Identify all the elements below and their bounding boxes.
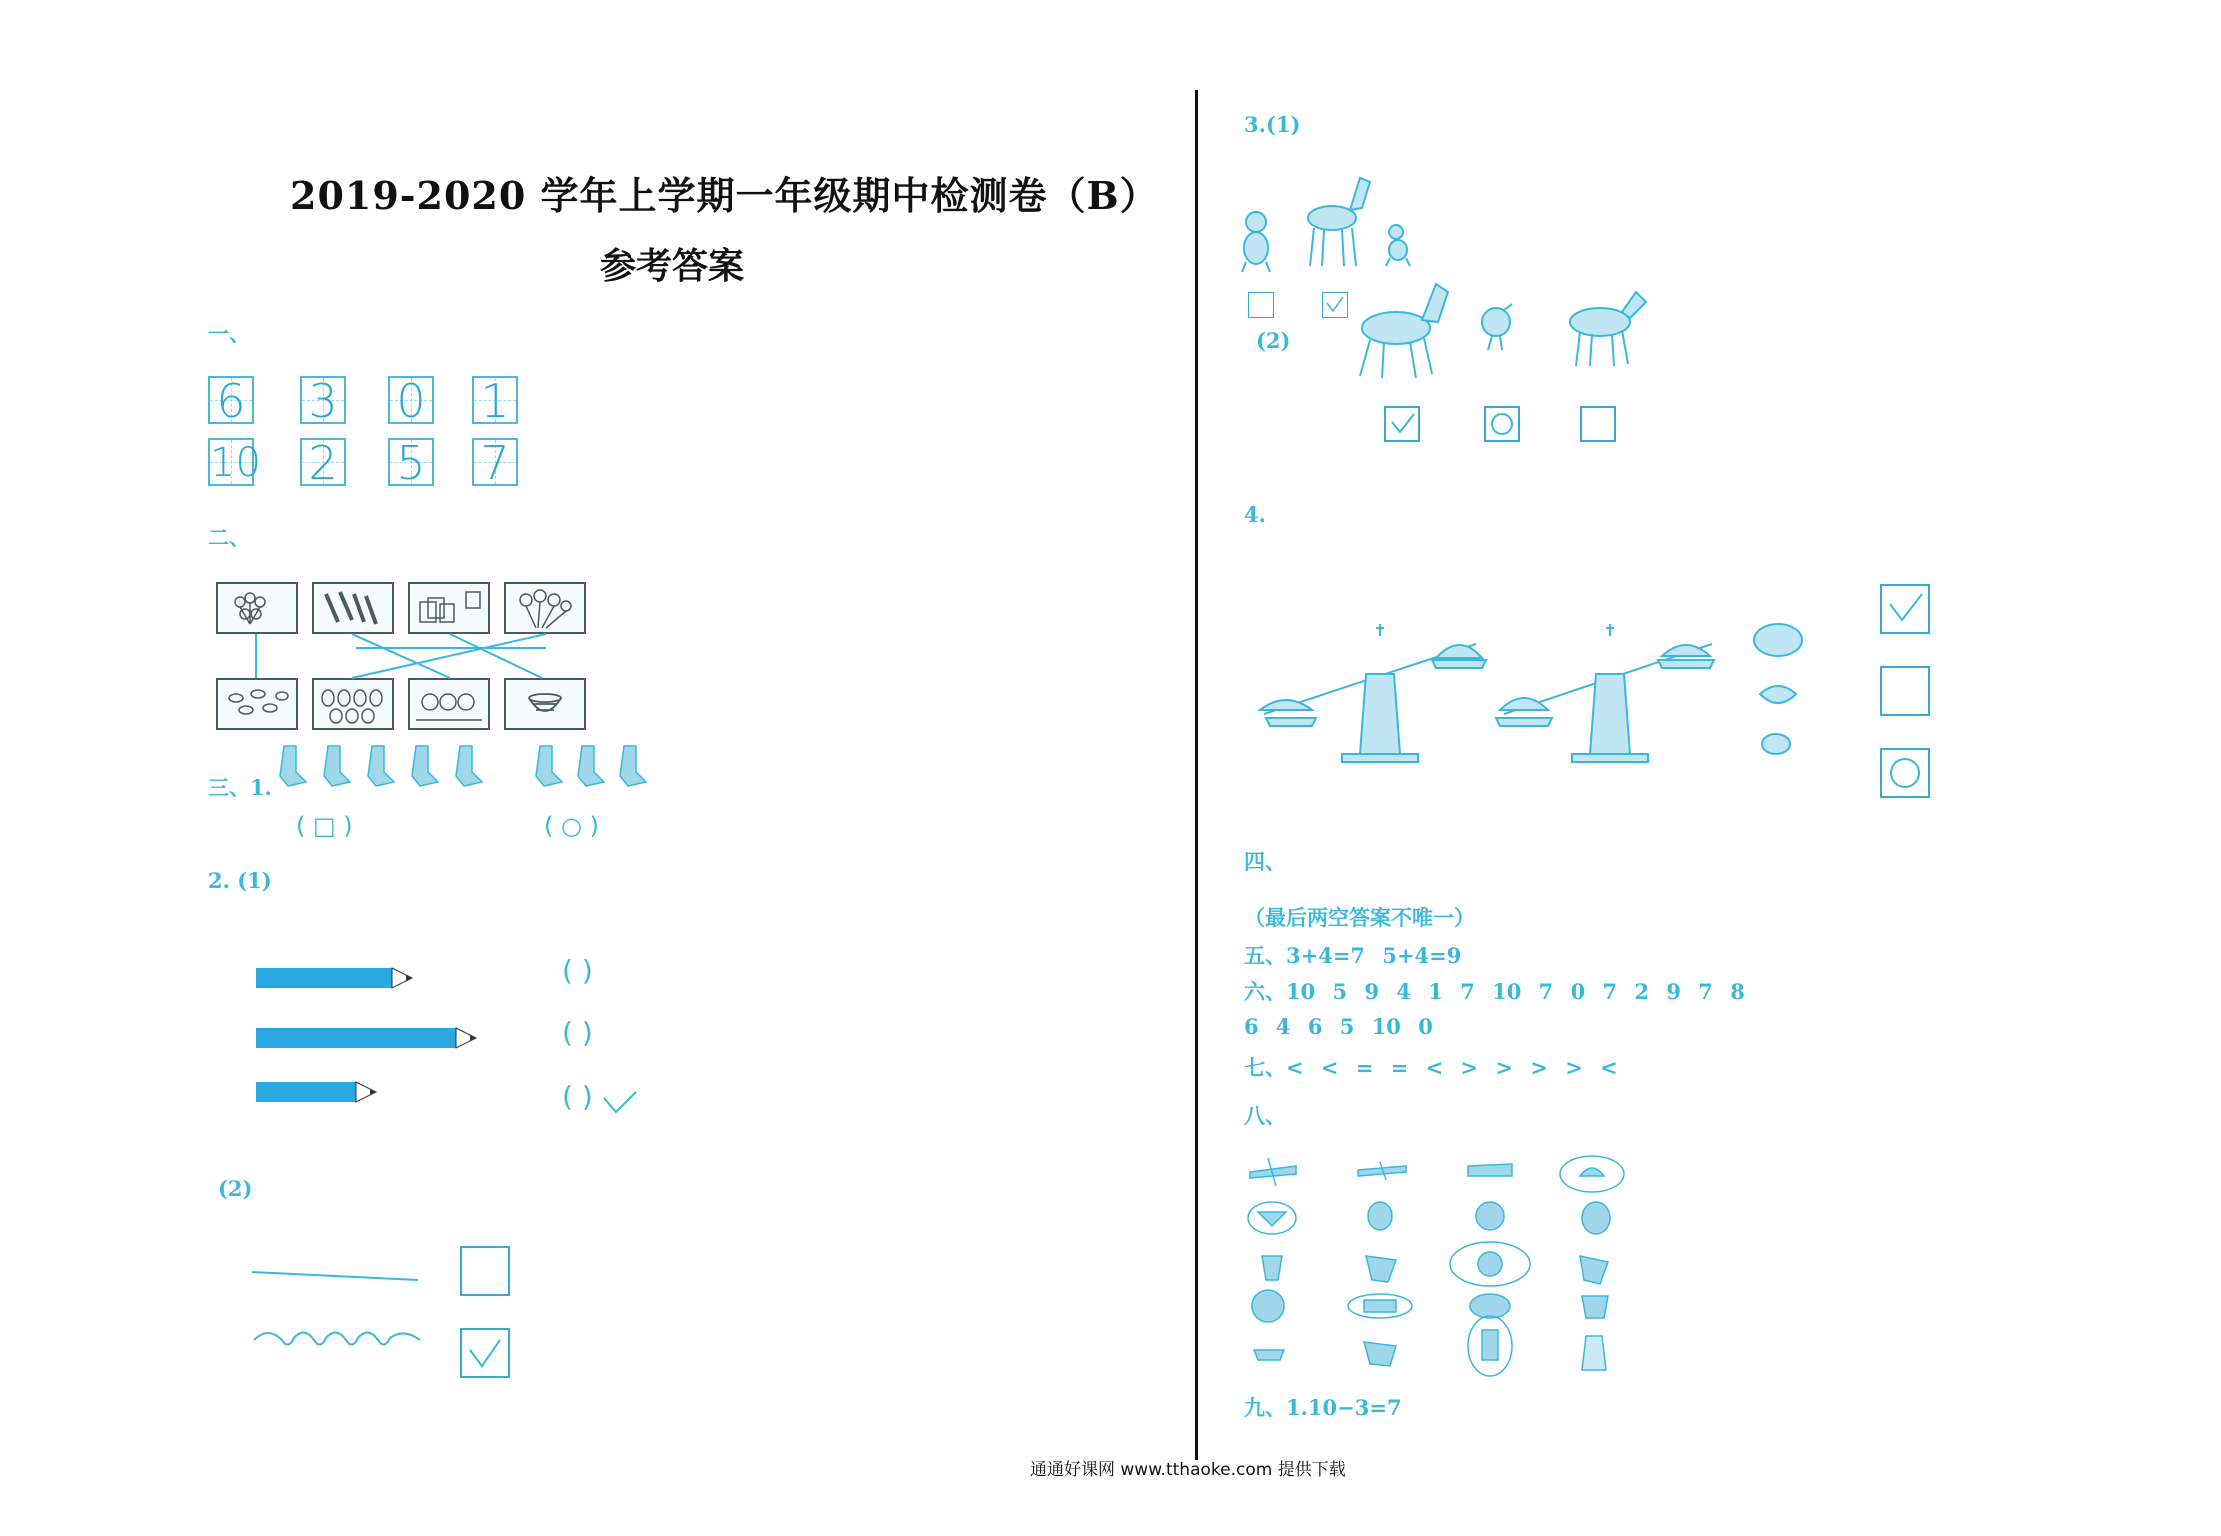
footer-credit: 通通好课网 www.tthaoke.com 提供下载 — [1030, 1460, 1346, 1480]
balance-scales-illustration — [1256, 614, 1836, 764]
digit-value: 1 — [480, 374, 510, 428]
circle-icon — [1486, 408, 1518, 440]
page-subtitle: 参考答案 — [600, 245, 745, 287]
digit-value: 5 — [396, 436, 426, 490]
digit-cell — [472, 374, 518, 428]
answer-box-circle — [1880, 748, 1930, 798]
section-6-answer-line-1: 六、10 5 9 4 1 7 10 7 0 7 2 9 7 8 — [1244, 979, 1745, 1004]
section-3-2b-label: (2) — [218, 1176, 253, 1201]
section-1-label: 一、 — [208, 321, 250, 346]
answer-box-curly — [460, 1328, 510, 1378]
column-divider — [1195, 90, 1198, 1460]
answer-box-circle — [1484, 406, 1520, 442]
pencil-answer-paren-2: ( ) — [562, 1016, 593, 1049]
page-title: 2019-2020 学年上学期一年级期中检测卷（B） — [290, 173, 1159, 218]
check-icon — [462, 1330, 508, 1376]
classification-grid — [1240, 1146, 1660, 1376]
question-3-2-label: (2) — [1256, 328, 1291, 353]
digit-value: 0 — [396, 374, 426, 428]
digit-cell — [208, 374, 254, 428]
pencil-answer-paren-3: ( ) — [562, 1080, 593, 1113]
answer-box-checked — [1384, 406, 1420, 442]
matching-diagram — [216, 582, 586, 732]
digit-value: 3 — [308, 374, 338, 428]
answer-paren-circle: ( ○ ) — [544, 812, 599, 840]
answer-box — [1580, 406, 1616, 442]
digit-cell — [388, 374, 434, 428]
pencils-illustration — [252, 960, 492, 1100]
answer-paren-square: ( □ ) — [296, 812, 353, 840]
answer-box-checked — [1880, 584, 1930, 634]
animals-row-1 — [1232, 158, 1432, 278]
section-5-answer: 五、3+4=7 5+4=9 — [1244, 943, 1462, 968]
check-icon — [1386, 408, 1418, 440]
digit-grid — [208, 376, 528, 492]
section-6-answer-line-2: 6 4 6 5 10 0 — [1244, 1014, 1433, 1039]
answer-box — [1248, 292, 1274, 318]
circle-icon — [1882, 750, 1928, 796]
digit-value: 10 — [210, 440, 261, 486]
section-8-label: 八、 — [1244, 1103, 1286, 1128]
digit-value: 7 — [480, 436, 510, 490]
matching-lines — [216, 582, 586, 732]
digit-cell — [300, 374, 346, 428]
section-2-label: 二、 — [208, 525, 250, 550]
section-7-answer: 七、< < = = < > > > > < — [1244, 1055, 1618, 1080]
animals-row-2 — [1336, 270, 1666, 388]
question-3-1-label: 3.(1) — [1244, 112, 1301, 137]
pencil-answer-paren-1: ( ) — [562, 954, 593, 987]
socks-row — [270, 742, 670, 794]
digit-value: 2 — [308, 436, 338, 490]
digit-cell — [472, 436, 518, 490]
digit-cell — [388, 436, 434, 490]
section-9-answer: 九、1.10−3=7 — [1244, 1395, 1402, 1420]
answer-box-straight — [460, 1246, 510, 1296]
check-icon — [600, 1088, 640, 1118]
answer-box — [1880, 666, 1930, 716]
section-3-label: 三、1. — [208, 775, 272, 800]
section-3-2-label: 2. (1) — [208, 868, 272, 893]
section-4-label: 四、 — [1244, 849, 1286, 874]
digit-value: 6 — [216, 374, 246, 428]
section-4-note: （最后两空答案不唯一） — [1244, 905, 1475, 930]
digit-cell — [300, 436, 346, 490]
check-icon — [1882, 586, 1928, 632]
question-4-label: 4. — [1244, 502, 1266, 527]
digit-cell — [208, 438, 261, 486]
